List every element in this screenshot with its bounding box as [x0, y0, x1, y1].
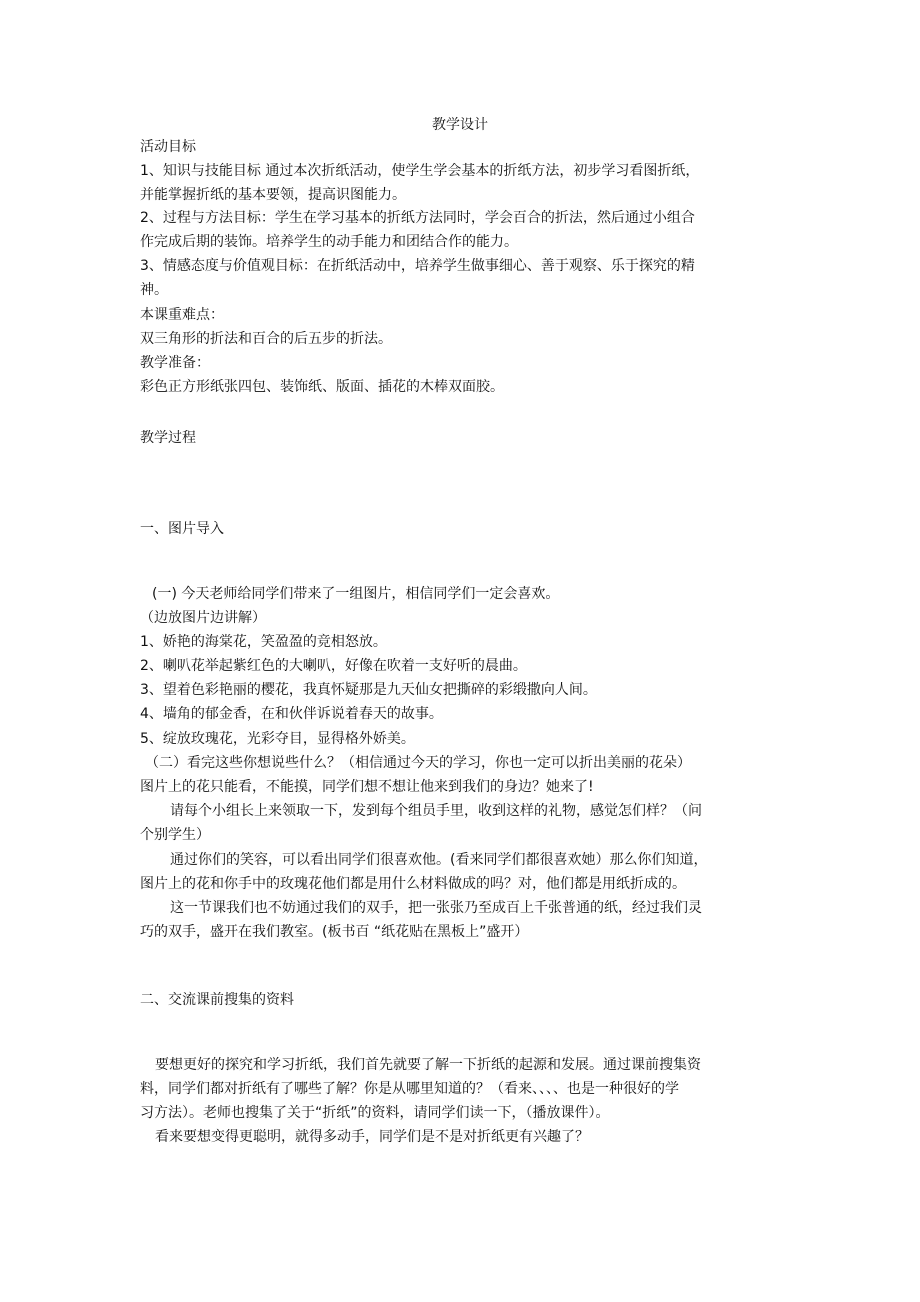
- section-1-paragraph-3-line-1: 请每个小组长上来领取一下，发到每个组员手里，收到这样的礼物，感觉怎们样？（问: [170, 803, 702, 819]
- objective-3-line-2: 神。: [140, 282, 168, 298]
- objective-1-line-1: 1、知识与技能目标 通过本次折纸活动，使学生学会基本的折纸方法，初步学习看图折纸，: [140, 163, 700, 179]
- section-1-paragraph-5-line-2: 巧的双手，盛开在我们教室。(板书百 “纸花贴在黑板上”盛开）: [140, 924, 529, 940]
- objective-2-line-2: 作完成后期的装饰。培养学生的动手能力和团结合作的能力。: [140, 234, 518, 250]
- preparation-heading: 教学准备：: [140, 355, 210, 371]
- preparation-text: 彩色正方形纸张四包、装饰纸、版面、插花的木棒双面胶。: [140, 379, 504, 395]
- section-1-intro: (一) 今天老师给同学们带来了一组图片，相信同学们一定会喜欢。: [152, 586, 560, 602]
- key-points-text: 双三角形的折法和百合的后五步的折法。: [140, 331, 392, 347]
- section-1-item-1: 1、娇艳的海棠花，笑盈盈的竞相怒放。: [140, 634, 387, 650]
- key-points-heading: 本课重难点：: [140, 307, 224, 323]
- section-1-paragraph-4-line-2: 图片上的花和你手中的玫瑰花他们都是用什么材料做成的吗？对，他们都是用纸折成的。: [140, 876, 686, 892]
- section-2-paragraph-1-line-3: 习方法）。老师也搜集了关于“折纸”的资料，请同学们读一下，（播放课件）。: [140, 1105, 610, 1121]
- section-2-paragraph-1-line-2: 料，同学们都对折纸有了哪些了解？你是从哪里知道的？（看来、、、、也是一种很好的学: [140, 1081, 679, 1097]
- section-1-part-2-line-1: （二）看完这些你想说些什么？（相信通过今天的学习，你也一定可以折出美丽的花朵）: [145, 755, 691, 771]
- objective-2-line-1: 2、过程与方法目标：学生在学习基本的折纸方法同时，学会百合的折法，然后通过小组合: [140, 210, 695, 226]
- section-1-paragraph-3-line-2: 个别学生）: [140, 827, 210, 843]
- objective-1-line-2: 并能掌握折纸的基本要领，提高识图能力。: [140, 187, 406, 203]
- section-1-paragraph-5-line-1: 这一节课我们也不妨通过我们的双手，把一张张乃至成百上千张普通的纸，经过我们灵: [170, 900, 702, 916]
- section-1-item-3: 3、望着色彩艳丽的樱花，我真怀疑那是九天仙女把撕碎的彩缎撒向人间。: [140, 682, 597, 698]
- objective-3-line-1: 3、情感态度与价值观目标：在折纸活动中，培养学生做事细心、善于观察、乐于探究的精: [140, 258, 695, 274]
- section-2-paragraph-2: 看来要想变得更聪明，就得多动手，同学们是不是对折纸更有兴趣了？: [155, 1129, 589, 1145]
- objectives-heading: 活动目标: [140, 139, 196, 155]
- section-1-heading: 一、图片导入: [140, 521, 224, 537]
- section-2-paragraph-1-line-1: 要想更好的探究和学习折纸，我们首先就要了解一下折纸的起源和发展。通过课前搜集资: [155, 1057, 701, 1073]
- section-1-item-4: 4、墙角的郁金香，在和伙伴诉说着春天的故事。: [140, 706, 443, 722]
- section-1-note: （边放图片边讲解）: [140, 610, 266, 626]
- document-title: 教学设计: [432, 117, 488, 133]
- process-heading: 教学过程: [140, 430, 196, 446]
- section-1-part-2-line-2: 图片上的花只能看，不能摸，同学们想不想让他来到我们的身边？她来了!: [140, 779, 594, 795]
- section-1-item-5: 5、绽放玫瑰花，光彩夺目，显得格外娇美。: [140, 731, 415, 747]
- section-1-item-2: 2、喇叭花举起紫红色的大喇叭，好像在吹着一支好听的晨曲。: [140, 658, 527, 674]
- section-2-heading: 二、交流课前搜集的资料: [140, 992, 294, 1008]
- section-1-paragraph-4-line-1: 通过你们的笑容，可以看出同学们很喜欢他。(看来同学们都很喜欢她）那么你们知道，: [170, 852, 708, 868]
